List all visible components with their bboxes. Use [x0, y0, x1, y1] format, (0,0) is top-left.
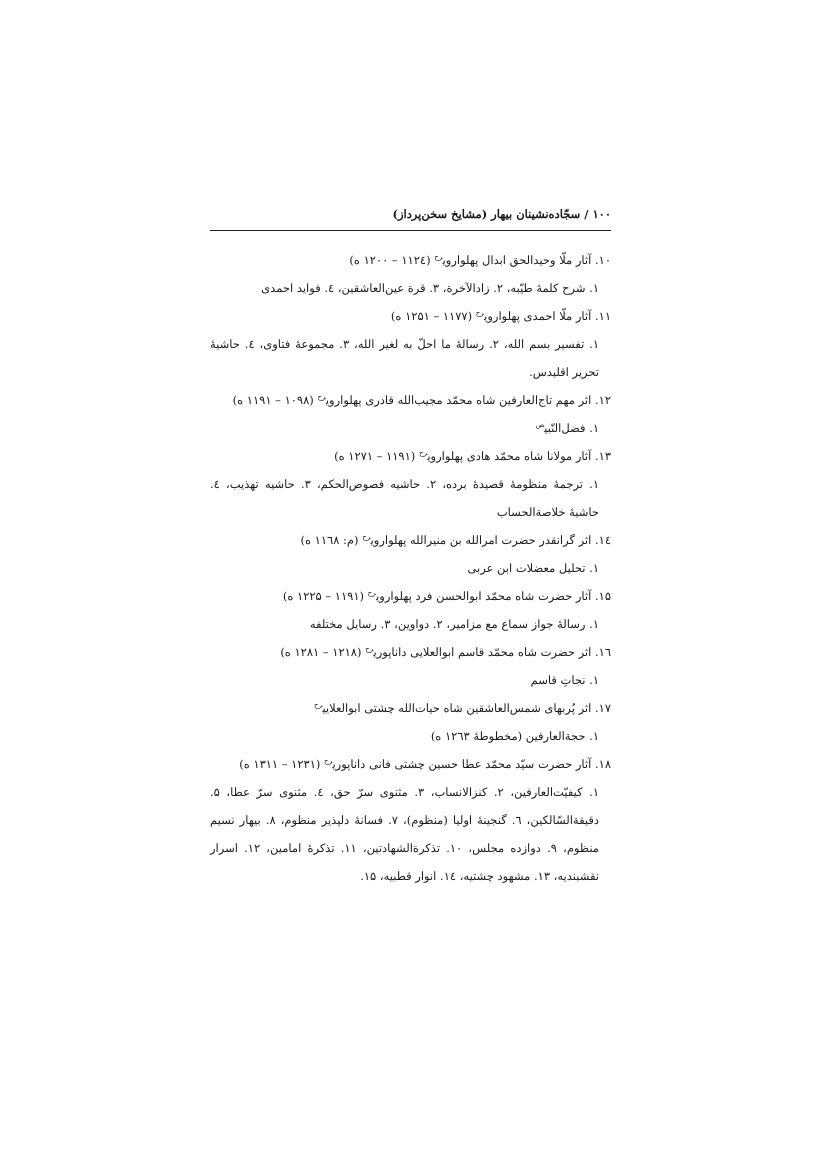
entry-works: ۱. شرح کلمهٔ طیّبه، ۲. زادالآخرة، ۳. قرة عین‌العاشقین، ٤. فواید احمدی: [261, 281, 599, 295]
entry-title: [210, 582, 611, 610]
entry-works: ۱. تفسیر بسم الله، ۲. رسالهٔ ما احلّ به لغیر الله، ۳. مجموعهٔ فتاوی، ٤. حاشیهٔ تحریر اقلیدس.: [210, 337, 600, 379]
entry-works: ۱. تحلیل معضلات ابن عربی: [467, 561, 599, 575]
honorific-mark: رح: [367, 589, 377, 598]
entry-dates: (۱۱۹۱ – ۱۲۷۱ ه): [334, 449, 419, 463]
honorific-mark: رح: [434, 253, 443, 262]
honorific-mark: رح: [362, 533, 371, 542]
entry-dates: (۱۲۳۱ – ۱۳۱۱ ه): [239, 757, 325, 771]
entry-works: ۱. حجة‌العارفین (مخطوطهٔ ۱۲٦۳ ه): [430, 729, 599, 743]
entry-title: [210, 526, 611, 554]
honorific-mark: رح: [314, 701, 323, 710]
entry-works-text: ۱. فضل‌النّبی: [544, 421, 599, 435]
running-header: ۱۰۰ / سجّاده‌نشینان بیهار (مشایخ سخن‌پرداز): [392, 207, 611, 221]
entry-dates: (۱۱۹۱ – ۱۲۲۵ ه): [282, 589, 368, 603]
entry-title: [210, 442, 611, 470]
entry-works: ۱. کیفیّت‌العارفین، ۲. کنزالانساب، ۳. مثنوی سرّ حق، ٤. مثنوی سرّ عطا، ۵. دقیقة‌السّالکین، ٦. گنجینهٔ اولیا (منظوم)، ۷. فسانهٔ دلپذیر منظوم، ۸. بیهار نسیم منظوم، ۹. دوازده مجلس، ۱۰. تذکرةالشهادتین، ۱۱. تذکرهٔ امامین، ۱۲. اسرار نقشبندیه، ۱۳. مشهود چشتیه، ۱٤. انوار قطبیه، ۱۵.: [210, 785, 600, 883]
entry-title: [210, 638, 611, 666]
entry: [210, 582, 611, 638]
entry: [210, 386, 611, 442]
entry-heading: ۱۳. آثار مولانا شاه محمّد هادی پهلواروی: [427, 449, 611, 463]
entry-title: [210, 246, 611, 274]
honorific-mark: رح: [324, 757, 333, 766]
entry-dates: (۱۰۹۸ – ۱۱۹۱ ه): [232, 393, 318, 407]
honorific-mark: رح: [475, 309, 485, 318]
entry: [210, 442, 611, 526]
entry-dates: (۱۲۱۸ – ۱۲۸۱ ه): [280, 645, 366, 659]
entry-works: ۱. رسالهٔ جواز سماع مع مزامیر، ۲. دواوین، ۳. رسایل مختلفه: [309, 617, 599, 631]
entry: [210, 694, 611, 750]
entry-dates: (۱۱۲٤ – ۱۲۰۰ ه): [349, 253, 435, 267]
entry-works: ۱. نجاتِ قاسم: [530, 673, 599, 687]
entry-title: [210, 386, 611, 414]
entry: [210, 638, 611, 694]
entry-heading: ۱۲. اثر مهم تاج‌العارفین شاه محمّد مجیب‌الله قادری پهلواروی: [325, 393, 611, 407]
entry-heading: ۱٦. اثر حضرت شاه محمّد قاسم ابوالعلایی داناپوری: [373, 645, 611, 659]
entry-heading: ۱٤. اثر گرانقدر حضرت امرالله بن منیرالله پهلواروی: [370, 533, 611, 547]
entry-works: [210, 414, 599, 442]
honorific-mark: رح: [317, 393, 326, 402]
entry-heading: ۱۱. آثار ملّا احمدی پهلواروی: [484, 309, 611, 323]
entry-dates: (۱۱۷۷ – ۱۲۵۱ ه): [390, 309, 476, 323]
entry: [210, 246, 611, 302]
honorific-mark: ص: [535, 421, 545, 430]
entry-heading: ۱۸. آثار حضرت سیّد محمّد عطا حسین چشتی فانی داناپوری: [332, 757, 611, 771]
entry-dates: (م: ۱۱٦۸ ه): [300, 533, 363, 547]
entry: [210, 302, 611, 386]
entry-works: ۱. ترجمهٔ منظومهٔ قصیدهٔ برده، ۲. حاشیه فصوص‌الحکم، ۳. حاشیه تهذیب، ٤. حاشیهٔ خلاصة‌الحساب: [210, 477, 599, 519]
page-header: [210, 204, 611, 231]
honorific-mark: رح: [418, 449, 428, 458]
entry-heading: ۱۰. آثار ملّا وحیدالحق ابدال پهلواروی: [442, 253, 611, 267]
entry-title: [210, 694, 611, 722]
entry-heading: ۱۷. اثر پُربهای شمس‌العاشقین شاه حیات‌الله چشتی ابوالعلایی: [322, 701, 611, 715]
page-body: [210, 246, 611, 890]
honorific-mark: رح: [365, 645, 374, 654]
entry-title: [210, 302, 611, 330]
entry-heading: ۱۵. آثار حضرت شاه محمّد ابوالحسن فرد پهلواروی: [376, 589, 611, 603]
entry: [210, 750, 611, 890]
entry-title: [210, 750, 611, 778]
entry: [210, 526, 611, 582]
